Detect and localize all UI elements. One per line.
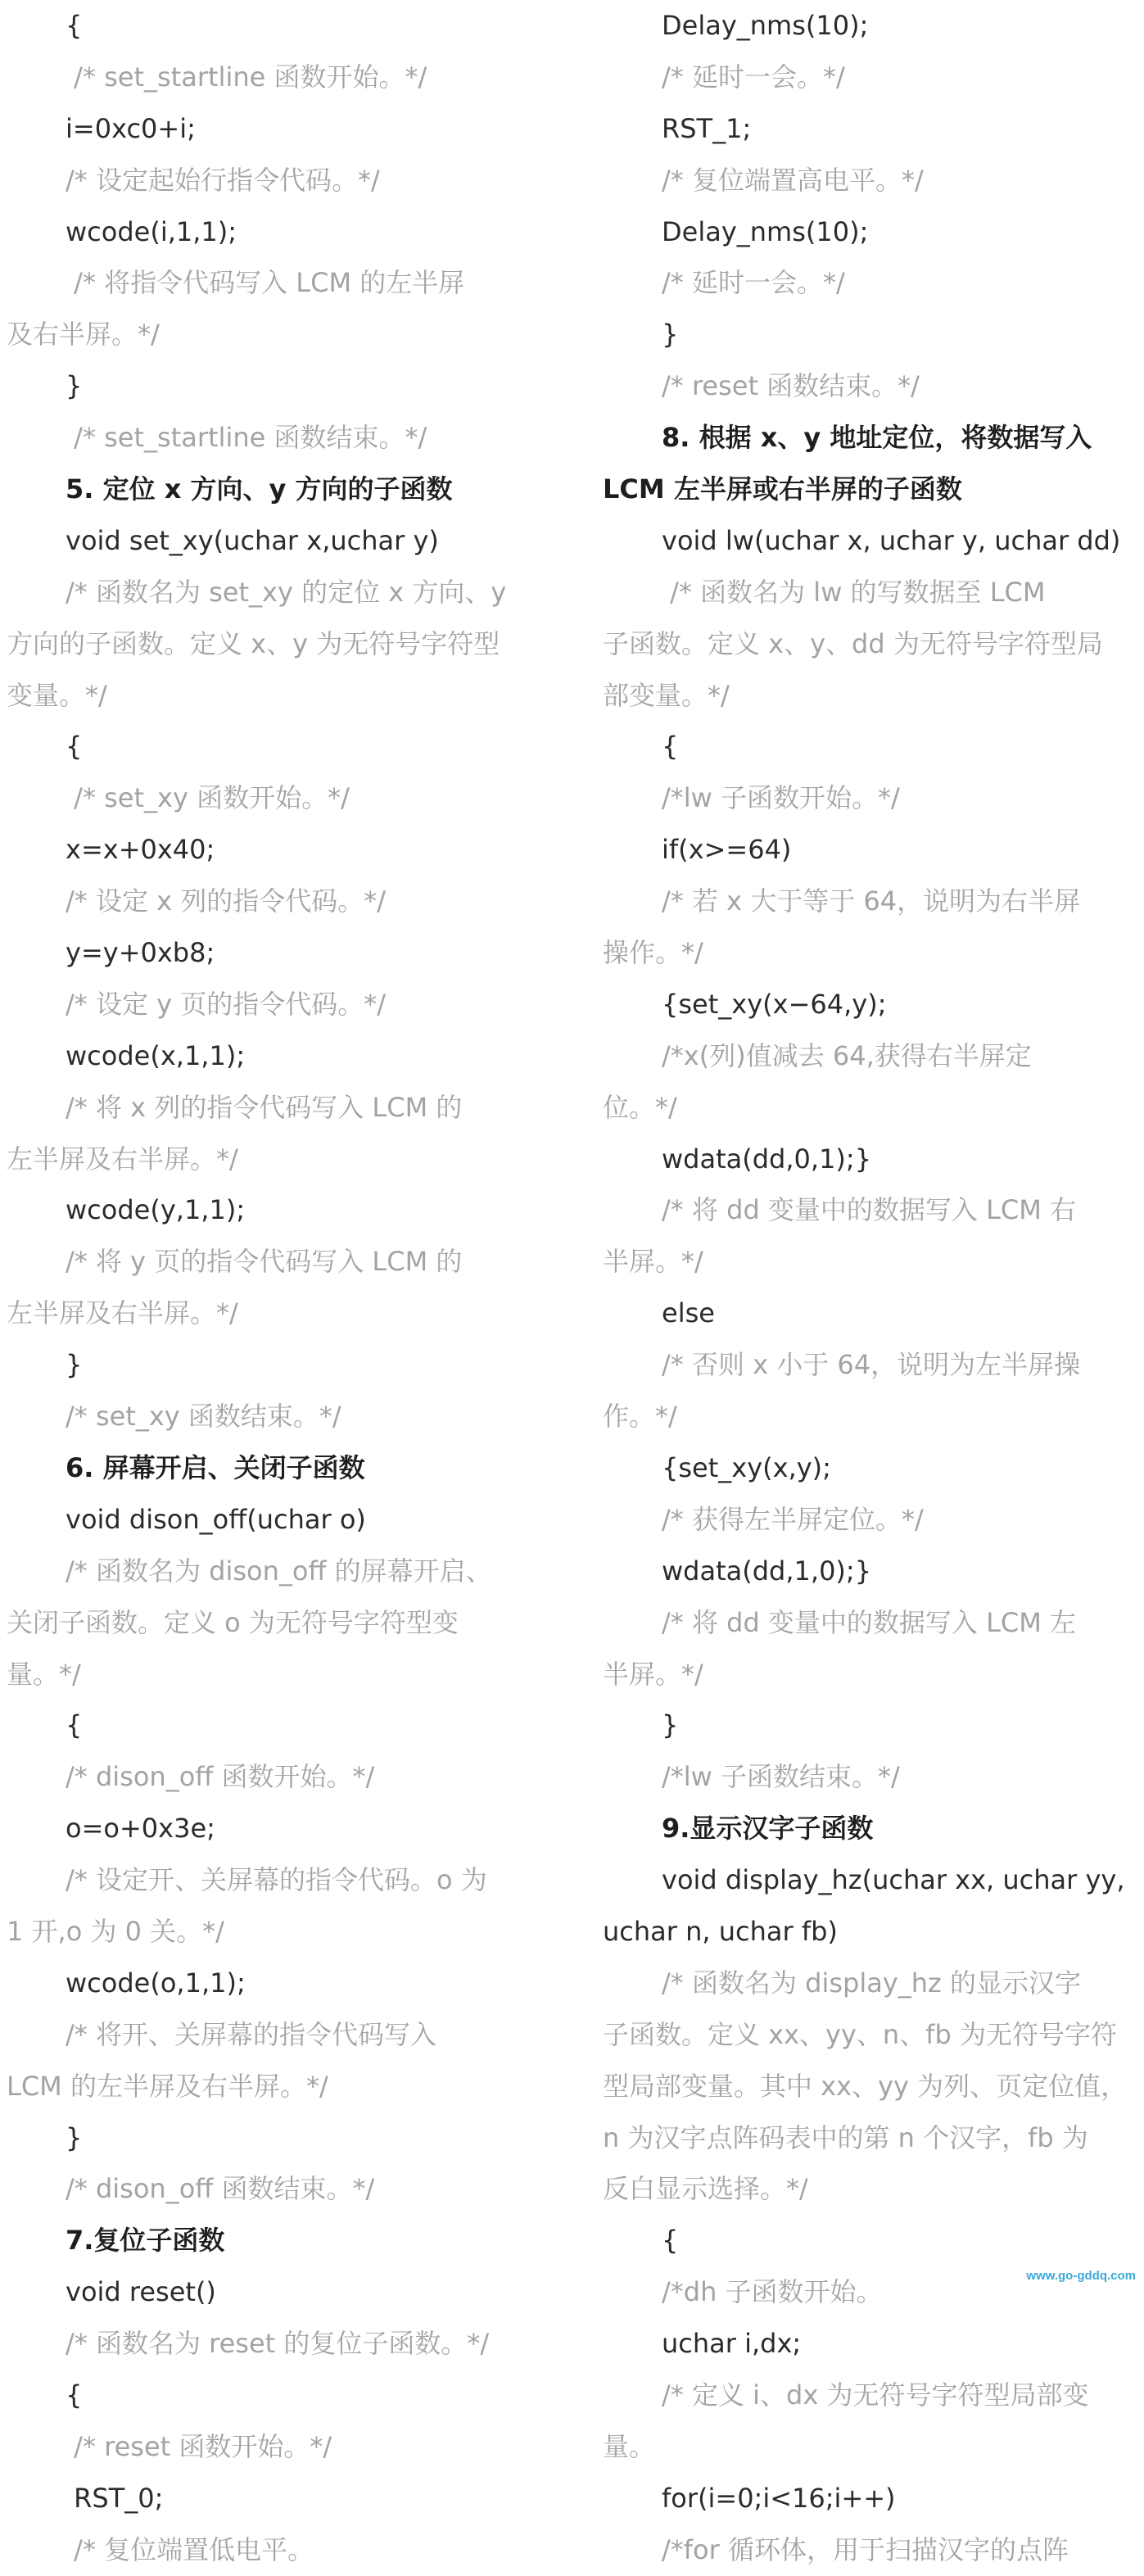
right-column-line: 子函数。定义 xx、yy、n、fb 为无符号字符 [603, 2018, 1117, 2050]
right-column-line: /*lw 子函数开始。*/ [662, 782, 900, 814]
right-column-line: {set_xy(x,y); [662, 1451, 831, 1483]
left-column-line: /* set_startline 函数开始。*/ [66, 61, 427, 93]
left-column-line: /* set_startline 函数结束。*/ [66, 422, 427, 454]
right-column-line: Delay_nms(10); [662, 215, 869, 247]
left-column-line: 7.复位子函数 [66, 2225, 225, 2257]
right-column-line: 8. 根据 x、y 地址定位，将数据写入 [662, 422, 1092, 454]
left-column-line: 量。*/ [7, 1658, 81, 1690]
left-column-line: { [66, 731, 83, 763]
left-column-line: 左半屏及右半屏。*/ [7, 1297, 238, 1329]
left-column-line: 及右半屏。*/ [7, 319, 160, 351]
right-column-line: /*dh 子函数开始。 [662, 2276, 883, 2308]
left-column-line: 左半屏及右半屏。*/ [7, 1143, 238, 1175]
left-column-line: LCM 的左半屏及右半屏。*/ [7, 2070, 328, 2102]
right-column-line: /* 函数名为 display_hz 的显示汉字 [662, 1967, 1082, 1999]
right-column-line: { [662, 731, 679, 763]
left-column-line: i=0xc0+i; [66, 112, 196, 144]
right-column-line: void lw(uchar x, uchar y, uchar dd) [662, 524, 1121, 556]
left-column-line: /* 将 x 列的指令代码写入 LCM 的 [66, 1091, 463, 1123]
left-column-line: RST_0; [66, 2482, 164, 2514]
right-column-line: /* 将 dd 变量中的数据写入 LCM 右 [662, 1194, 1077, 1226]
left-text-column [7, 0, 549, 2576]
left-column-line: wcode(y,1,1); [66, 1194, 246, 1226]
left-column-line: /* 将指令代码写入 LCM 的左半屏 [66, 267, 465, 299]
right-column-line: n 为汉字点阵码表中的第 n 个汉字，fb 为 [603, 2121, 1088, 2153]
right-column-line: 量。 [603, 2430, 656, 2462]
left-column-line: y=y+0xb8; [66, 937, 215, 969]
left-column-line: x=x+0x40; [66, 834, 215, 866]
right-column-line: /* 定义 i、dx 为无符号字符型局部变 [662, 2379, 1089, 2411]
left-column-line: /* reset 函数开始。*/ [66, 2430, 332, 2462]
left-column-line: /* 复位端置低电平。 [66, 2533, 314, 2565]
right-column-line: 型局部变量。其中 xx、yy 为列、页定位值， [603, 2070, 1128, 2102]
left-column-line: o=o+0x3e; [66, 1813, 215, 1845]
right-column-line: {set_xy(x−64,y); [662, 988, 887, 1020]
right-column-line: } [662, 1709, 679, 1741]
right-column-line: /* 获得左半屏定位。*/ [662, 1503, 924, 1535]
left-column-line: 方向的子函数。定义 x、y 为无符号字符型 [7, 627, 500, 659]
site-watermark: www.go-gddq.com [1026, 2269, 1136, 2283]
right-column-line: 操作。*/ [603, 937, 703, 969]
right-column-line: if(x>=64) [662, 834, 792, 866]
left-column-line: /* dison_off 函数结束。*/ [66, 2173, 375, 2205]
right-column-line: /* 延时一会。*/ [662, 267, 845, 299]
right-column-line: /* 将 dd 变量中的数据写入 LCM 左 [662, 1606, 1077, 1638]
left-column-line: void set_xy(uchar x,uchar y) [66, 524, 439, 556]
left-column-line: wcode(o,1,1); [66, 1967, 246, 1999]
left-column-line: 变量。*/ [7, 679, 107, 711]
right-column-line: wdata(dd,0,1);} [662, 1143, 872, 1175]
left-column-line: /* 设定起始行指令代码。*/ [66, 164, 380, 196]
left-column-line: /* set_xy 函数结束。*/ [66, 1401, 341, 1433]
right-column-line: /* 若 x 大于等于 64，说明为右半屏 [662, 885, 1081, 917]
right-column-line: for(i=0;i<16;i++) [662, 2482, 896, 2514]
left-column-line: /* 将 y 页的指令代码写入 LCM 的 [66, 1246, 463, 1278]
right-column-line: uchar i,dx; [662, 2328, 802, 2360]
right-column-line: 半屏。*/ [603, 1658, 703, 1690]
right-column-line: 作。*/ [603, 1401, 677, 1433]
right-text-column [603, 0, 1144, 2576]
right-column-line: /* 否则 x 小于 64，说明为左半屏操 [662, 1349, 1081, 1381]
left-column-line: /* 函数名为 dison_off 的屏幕开启、 [66, 1555, 492, 1587]
right-column-line: /*for 循环体，用于扫描汉字的点阵 [662, 2533, 1069, 2565]
left-column-line: { [66, 10, 83, 41]
right-column-line: /* 函数名为 lw 的写数据至 LCM [662, 576, 1046, 608]
left-column-line: /* 函数名为 set_xy 的定位 x 方向、y [66, 576, 507, 608]
right-column-line: Delay_nms(10); [662, 10, 869, 41]
right-column-line: /* reset 函数结束。*/ [662, 370, 920, 402]
right-column-line: 9.显示汉字子函数 [662, 1813, 874, 1845]
left-column-line: } [66, 1349, 83, 1381]
right-column-line: /* 复位端置高电平。*/ [662, 164, 924, 196]
right-column-line: 位。*/ [603, 1091, 677, 1123]
left-column-line: 6. 屏幕开启、关闭子函数 [66, 1451, 365, 1483]
right-column-line: { [662, 2225, 679, 2257]
right-column-line: void display_hz(uchar xx, uchar yy, [662, 1864, 1125, 1896]
left-column-line: /* set_xy 函数开始。*/ [66, 782, 350, 814]
left-column-line: 1 开,o 为 0 关。*/ [7, 1915, 224, 1947]
right-column-line: uchar n, uchar fb) [603, 1915, 838, 1947]
right-column-line: /*x(列)值减去 64,获得右半屏定 [662, 1039, 1032, 1071]
left-column-line: 关闭子函数。定义 o 为无符号字符型变 [7, 1606, 459, 1638]
right-column-line: 部变量。*/ [603, 679, 730, 711]
right-column-line: } [662, 319, 679, 351]
left-column-line: /* 设定 x 列的指令代码。*/ [66, 885, 387, 917]
left-column-line: /* 函数名为 reset 的复位子函数。*/ [66, 2328, 490, 2360]
left-column-line: } [66, 370, 83, 402]
left-column-line: void reset() [66, 2276, 216, 2308]
left-column-line: { [66, 1709, 83, 1741]
left-column-line: /* 设定 y 页的指令代码。*/ [66, 988, 387, 1020]
left-column-line: /* dison_off 函数开始。*/ [66, 1761, 375, 1793]
right-column-line: wdata(dd,1,0);} [662, 1555, 872, 1587]
left-column-line: { [66, 2379, 83, 2411]
left-column-line: void dison_off(uchar o) [66, 1503, 366, 1535]
right-column-line: LCM 左半屏或右半屏的子函数 [603, 473, 962, 505]
right-column-line: 子函数。定义 x、y、dd 为无符号字符型局 [603, 627, 1103, 659]
right-column-line: RST_1; [662, 112, 752, 144]
left-column-line: wcode(i,1,1); [66, 215, 237, 247]
left-column-line: 5. 定位 x 方向、y 方向的子函数 [66, 473, 453, 505]
right-column-line: 半屏。*/ [603, 1246, 703, 1278]
left-column-line: wcode(x,1,1); [66, 1039, 246, 1071]
left-column-line: } [66, 2121, 83, 2153]
right-column-line: /*lw 子函数结束。*/ [662, 1761, 900, 1793]
left-column-line: /* 设定开、关屏幕的指令代码。o 为 [66, 1864, 487, 1896]
right-column-line: else [662, 1297, 715, 1329]
right-column-line: 反白显示选择。*/ [603, 2173, 808, 2205]
right-column-line: /* 延时一会。*/ [662, 61, 845, 93]
left-column-line: /* 将开、关屏幕的指令代码写入 [66, 2018, 436, 2050]
